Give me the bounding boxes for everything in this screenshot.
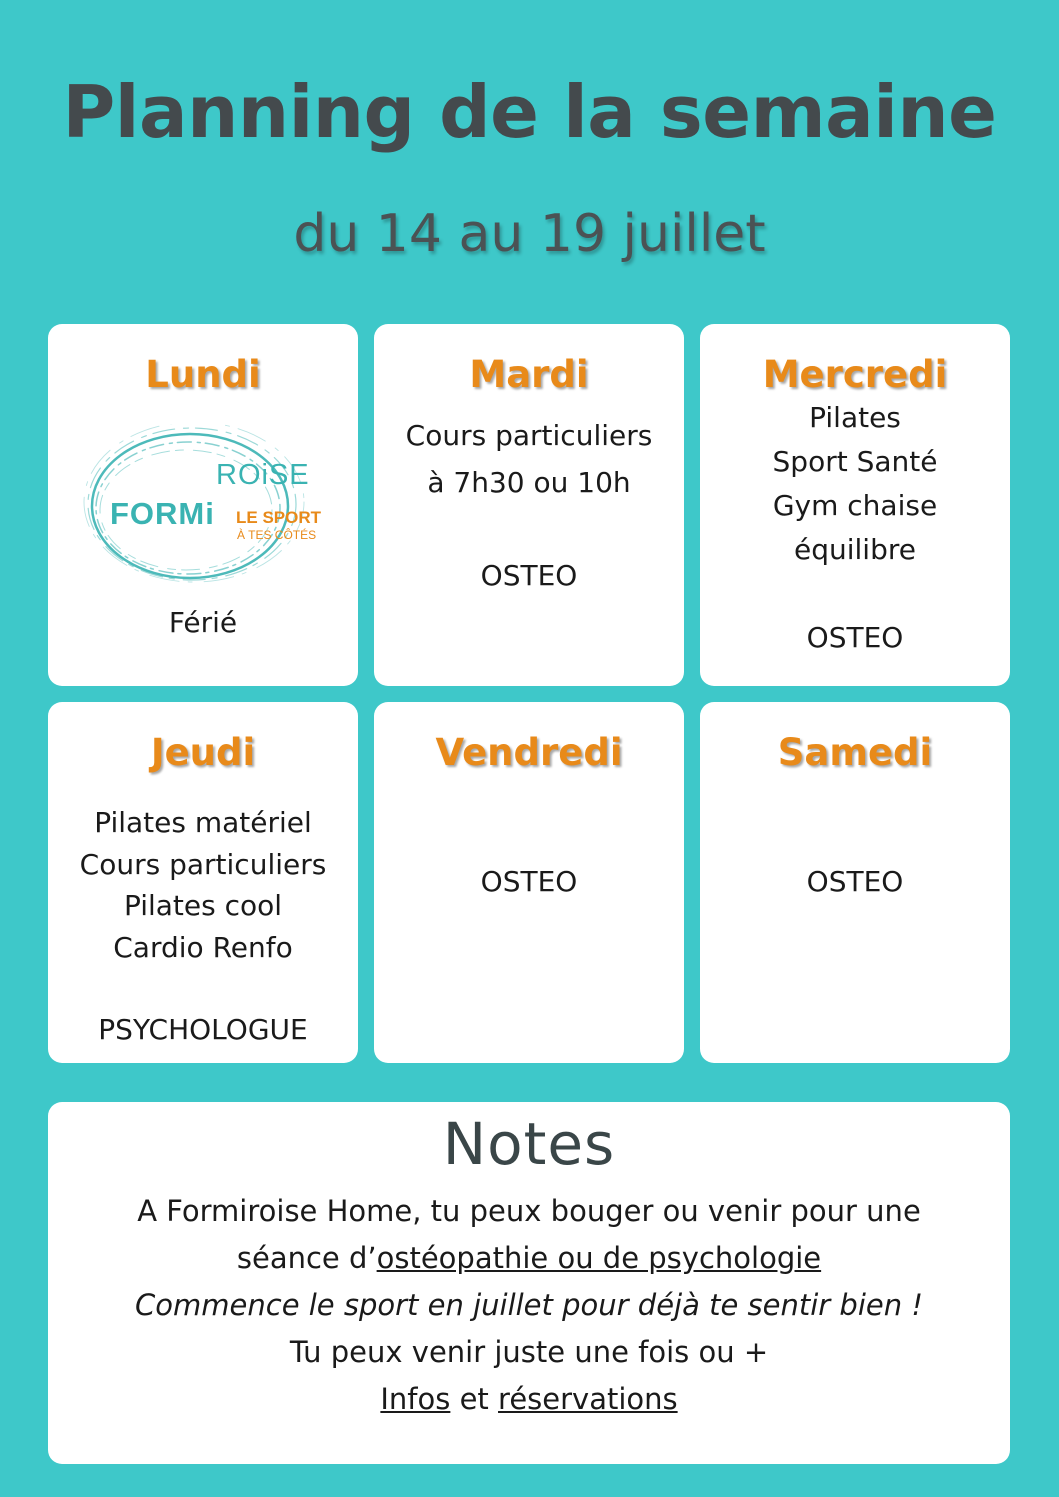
day-heading-jeudi: Jeudi [150, 731, 256, 774]
reservations-link[interactable]: réservations [498, 1382, 678, 1416]
logo-tagline-2: À TES CÔTÉS [237, 528, 317, 542]
day-heading-samedi: Samedi [777, 731, 933, 774]
day-item: Sport Santé [772, 445, 938, 478]
day-item: à 7h30 ou 10h [427, 466, 631, 499]
day-items-jeudi [48, 802, 358, 1051]
notes-line-2-prefix: séance d’ [236, 1241, 377, 1275]
day-item: équilibre [794, 533, 916, 566]
day-items-mardi [374, 412, 684, 599]
notes-card [48, 1102, 1010, 1464]
notes-line-2 [48, 1235, 1010, 1282]
day-item: Cours particuliers [79, 847, 327, 881]
day-heading-lundi: Lundi [145, 353, 261, 396]
notes-line-5-mid: et [450, 1382, 499, 1416]
logo-brand-prefix: FORMi [110, 496, 215, 531]
day-card-jeudi [48, 702, 358, 1063]
notes-line-3: Commence le sport en juillet pour déjà te sentir bien ! [135, 1288, 923, 1322]
day-heading-vendredi: Vendredi [435, 731, 623, 774]
notes-body [48, 1188, 1010, 1423]
day-item: PSYCHOLOGUE [98, 1013, 308, 1046]
day-item: Pilates cool [123, 889, 283, 922]
infos-link[interactable]: Infos [380, 1382, 451, 1416]
day-card-lundi [48, 324, 358, 686]
day-heading-mercredi: Mercredi [762, 353, 948, 396]
day-items-samedi [700, 860, 1010, 904]
day-item: OSTEO [806, 621, 904, 654]
day-item: Cours particuliers [405, 419, 653, 452]
notes-line-1: A Formiroise Home, tu peux bouger ou venir pour une [137, 1194, 921, 1228]
notes-line-5 [48, 1376, 1010, 1423]
day-item: Cardio Renfo [113, 930, 293, 964]
day-card-mercredi [700, 324, 1010, 686]
day-items-vendredi [374, 860, 684, 904]
day-heading-mardi: Mardi [469, 353, 589, 396]
day-items-mercredi [700, 396, 1010, 660]
logo-brand-suffix: ROiSE [216, 459, 310, 491]
notes-line-4: Tu peux venir juste une fois ou + [289, 1335, 769, 1369]
day-item: Gym chaise [772, 489, 938, 522]
day-item: OSTEO [480, 559, 578, 592]
page-subtitle: du 14 au 19 juillet [293, 204, 766, 264]
day-item: Pilates matériel [94, 806, 312, 839]
logo-tagline-1: LE SPORT [236, 508, 322, 527]
day-item: OSTEO [806, 865, 904, 898]
day-item: Férié [168, 606, 238, 639]
day-card-vendredi [374, 702, 684, 1063]
formiroise-logo [70, 424, 340, 594]
day-card-samedi [700, 702, 1010, 1063]
day-card-mardi [374, 324, 684, 686]
notes-title: Notes [442, 1110, 616, 1178]
day-items-lundi [48, 602, 358, 644]
day-item: OSTEO [480, 865, 578, 898]
day-item: Pilates [809, 401, 901, 434]
page-title: Planning de la semaine [62, 70, 997, 154]
osteopathie-psychologie-link[interactable]: ostéopathie ou de psychologie [376, 1241, 822, 1275]
